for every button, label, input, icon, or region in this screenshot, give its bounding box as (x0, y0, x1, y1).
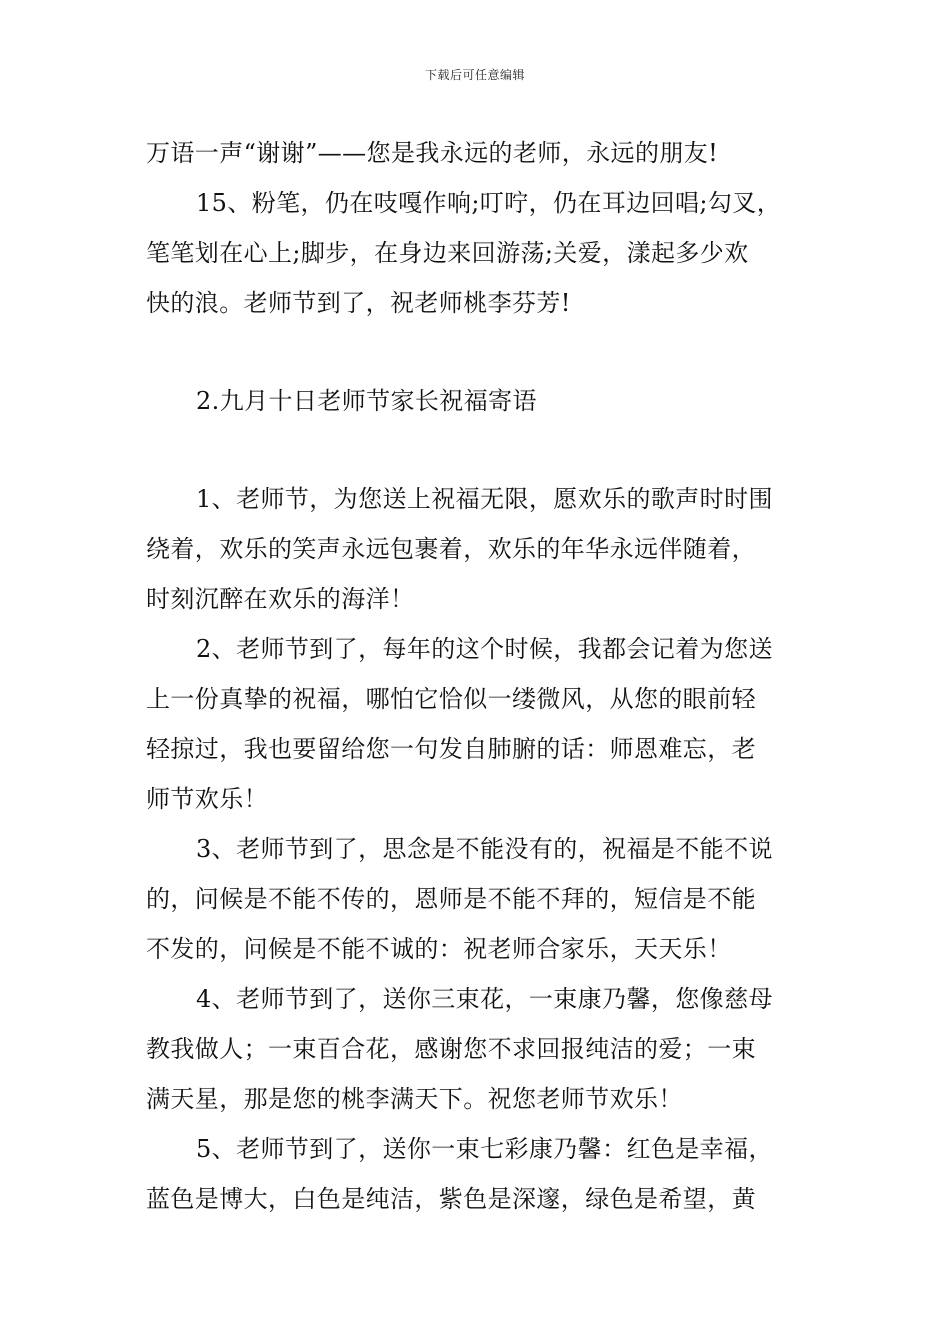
section-heading: 2.九月十日老师节家长祝福寄语 (196, 387, 537, 415)
page-header: 下载后可任意编辑 (424, 68, 525, 82)
paragraph-5-start: 5、老师节到了，送你一束七彩康乃馨：红色是幸福， (196, 1135, 773, 1163)
text-line: 轻掠过，我也要留给您一句发自肺腑的话：师恩难忘，老 (146, 735, 756, 763)
text-line: 满天星，那是您的桃李满天下。祝您老师节欢乐！ (146, 1085, 683, 1113)
text-line: 万语一声“谢谢”——您是我永远的老师，永远的朋友! (146, 139, 719, 167)
paragraph-1-start: 1、老师节，为您送上祝福无限，愿欢乐的歌声时时围 (196, 485, 773, 513)
text-line: 快的浪。老师节到了，祝老师桃李芬芳! (146, 289, 571, 317)
text-line: 时刻沉醉在欢乐的海洋！ (146, 585, 415, 613)
paragraph-3-start: 3、老师节到了，思念是不能没有的，祝福是不能不说 (196, 835, 773, 863)
text-line: 蓝色是博大，白色是纯洁，紫色是深邃，绿色是希望，黄 (146, 1185, 756, 1213)
paragraph-15-start: 15、粉笔，仍在吱嘎作响;叮咛，仍在耳边回唱;勾叉， (196, 189, 782, 217)
text-line: 上一份真挚的祝福，哪怕它恰似一缕微风，从您的眼前轻 (146, 685, 756, 713)
text-line: 笔笔划在心上;脚步，在身边来回游荡;关爱，漾起多少欢 (146, 239, 749, 267)
text-line: 师节欢乐！ (146, 785, 268, 813)
text-line: 绕着，欢乐的笑声永远包裹着，欢乐的年华永远伴随着， (146, 535, 756, 563)
text-line: 的，问候是不能不传的，恩师是不能不拜的，短信是不能 (146, 885, 756, 913)
paragraph-4-start: 4、老师节到了，送你三束花，一束康乃馨，您像慈母 (196, 985, 773, 1013)
text-line: 不发的，问候是不能不诚的：祝老师合家乐，天天乐！ (146, 935, 732, 963)
paragraph-2-start: 2、老师节到了，每年的这个时候，我都会记着为您送 (196, 635, 773, 663)
text-line: 教我做人；一束百合花，感谢您不求回报纯洁的爱；一束 (146, 1035, 756, 1063)
document-body (146, 128, 806, 1224)
